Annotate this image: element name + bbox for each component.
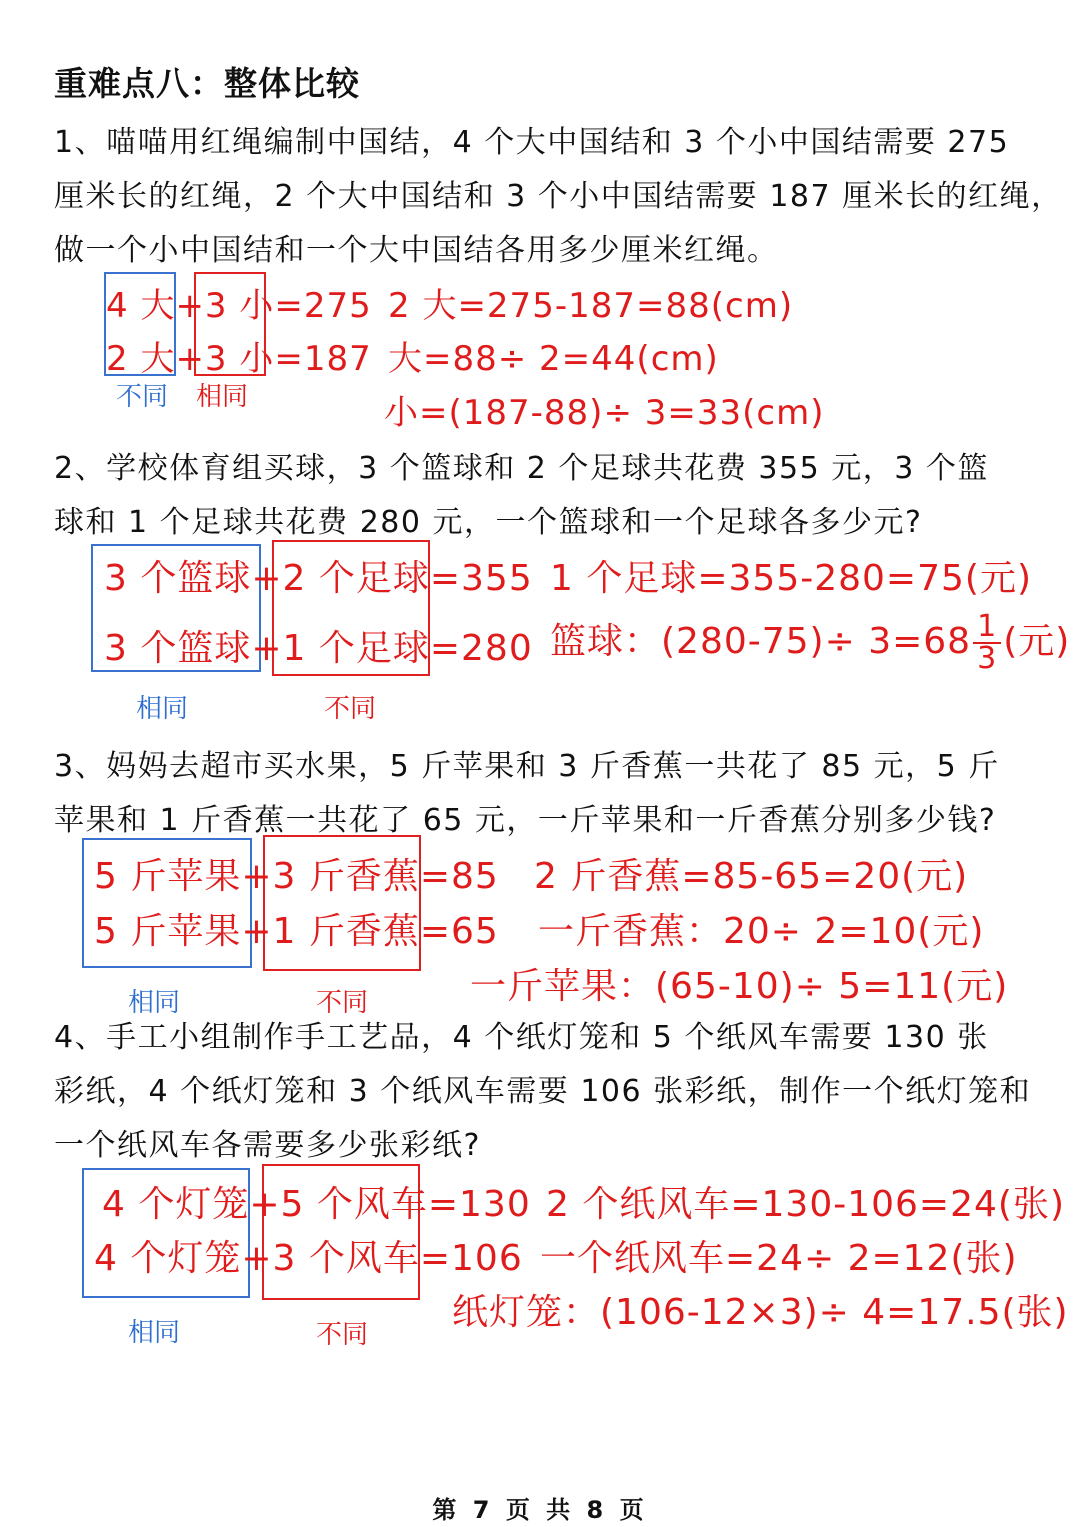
problem-3-step-2: 一斤香蕉：20÷ 2=10(元) (538, 911, 985, 952)
problem-1-label-left: 不同 (116, 382, 169, 412)
problem-4-label-right: 不同 (316, 1320, 369, 1350)
problem-3-equation-1: 5 斤苹果+3 斤香蕉=85 (94, 856, 499, 897)
problem-1-step-3: 小=(187-88)÷ 3=33(cm) (384, 393, 825, 433)
fraction-numerator: 1 (973, 612, 1001, 644)
problem-4-step-3: 纸灯笼：(106-12×3)÷ 4=17.5(张) (452, 1292, 1069, 1333)
problem-1-step-2: 大=88÷ 2=44(cm) (388, 339, 719, 379)
problem-4-equation-2: 4 个灯笼+3 个风车=106 (94, 1238, 523, 1279)
problem-2-equation-1: 3 个篮球+2 个足球=355 (104, 558, 533, 599)
problem-3-equation-2: 5 斤苹果+1 斤香蕉=65 (94, 911, 499, 952)
page-title: 重难点八：整体比较 (54, 64, 360, 103)
fraction-unit: (元) (1003, 621, 1071, 662)
problem-1-label-right: 相同 (196, 382, 249, 412)
problem-3-line-2: 苹果和 1 斤香蕉一共花了 65 元，一斤苹果和一斤香蕉分别多少钱? (54, 803, 997, 838)
problem-4-label-left: 相同 (128, 1318, 181, 1348)
problem-4-step-1: 2 个纸风车=130-106=24(张) (546, 1184, 1065, 1225)
problem-3-step-3: 一斤苹果：(65-10)÷ 5=11(元) (470, 966, 1009, 1007)
problem-2-step-2-text: 篮球：(280-75)÷ 3=68 (550, 621, 972, 662)
problem-2-label-right: 不同 (324, 694, 377, 724)
page-footer: 第 7 页 共 8 页 (432, 1496, 648, 1524)
problem-3-step-1: 2 斤香蕉=85-65=20(元) (534, 856, 969, 897)
problem-4-line-3: 一个纸风车各需要多少张彩纸? (54, 1128, 481, 1163)
problem-1-line-1: 1、喵喵用红绳编制中国结，4 个大中国结和 3 个小中国结需要 275 (54, 125, 1010, 160)
problem-1-equation-1: 4 大+3 小=275 (106, 286, 372, 326)
problem-2-step-1: 1 个足球=355-280=75(元) (550, 558, 1032, 599)
problem-1-step-1: 2 大=275-187=88(cm) (388, 286, 794, 326)
problem-2-line-1: 2、学校体育组买球，3 个篮球和 2 个足球共花费 355 元，3 个篮 (54, 451, 989, 486)
problem-1-line-2: 厘米长的红绳，2 个大中国结和 3 个小中国结需要 187 厘米长的红绳， (54, 179, 1063, 214)
problem-3-label-right: 不同 (316, 988, 369, 1018)
problem-4-line-1: 4、手工小组制作手工艺品，4 个纸灯笼和 5 个纸风车需要 130 张 (54, 1020, 989, 1055)
problem-2-label-left: 相同 (136, 694, 189, 724)
problem-1-line-3: 做一个小中国结和一个大中国结各用多少厘米红绳。 (54, 233, 779, 268)
problem-4-equation-1: 4 个灯笼+5 个风车=130 (102, 1184, 531, 1225)
problem-4-step-2: 一个纸风车=24÷ 2=12(张) (540, 1238, 1018, 1279)
problem-1-equation-2: 2 大+3 小=187 (106, 339, 372, 379)
problem-2-line-2: 球和 1 个足球共花费 280 元，一个篮球和一个足球各多少元? (54, 505, 923, 540)
fraction (973, 609, 1001, 676)
problem-2-step-2 (550, 609, 1071, 676)
fraction-denominator: 3 (977, 641, 998, 676)
problem-3-line-1: 3、妈妈去超市买水果，5 斤苹果和 3 斤香蕉一共花了 85 元，5 斤 (54, 749, 1000, 784)
problem-3-label-left: 相同 (128, 988, 181, 1018)
problem-2-equation-2: 3 个篮球+1 个足球=280 (104, 628, 533, 669)
problem-4-line-2: 彩纸，4 个纸灯笼和 3 个纸风车需要 106 张彩纸，制作一个纸灯笼和 (54, 1074, 1032, 1109)
